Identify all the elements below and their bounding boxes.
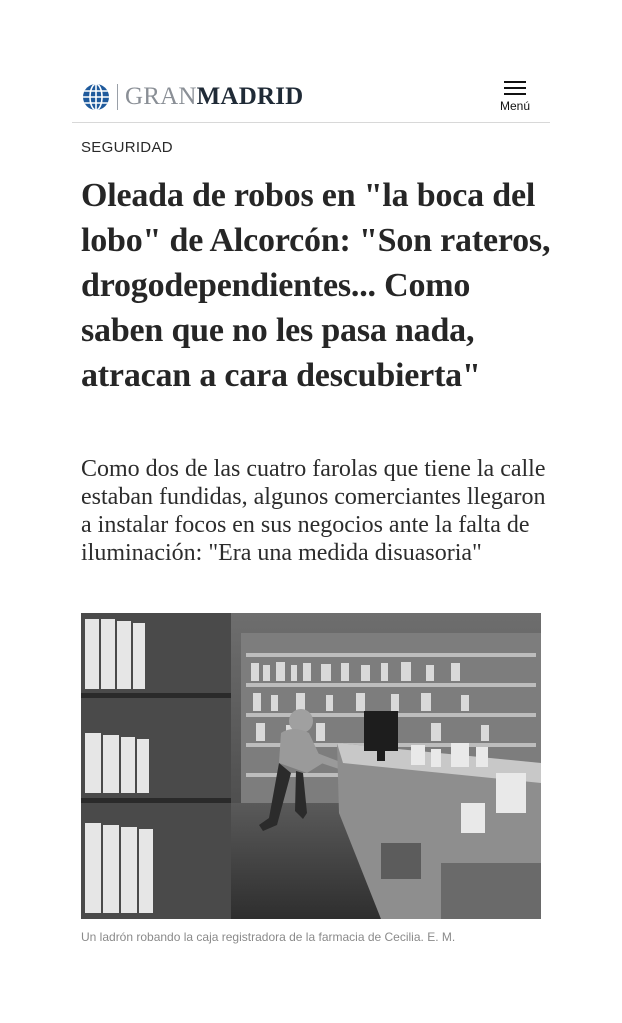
- menu-button[interactable]: [498, 80, 532, 113]
- site-header: [72, 76, 550, 123]
- article-subheadline: Como dos de las cuatro farolas que tiene la calle estaban fundidas, algunos comerciantes llegaron a instalar focos en sus negocios ante la falta de iluminación: "Era una medida disuasoria": [81, 456, 546, 566]
- photo-caption: Un ladrón robando la caja registradora de la farmacia de Cecilia. E. M.: [81, 930, 456, 944]
- site-logo[interactable]: [82, 82, 303, 112]
- article-photo[interactable]: [81, 613, 541, 919]
- logo-divider: [117, 84, 118, 110]
- globe-icon: [82, 83, 110, 111]
- logo-wordmark: [125, 82, 303, 112]
- logo-text-madrid: MADRID: [196, 83, 304, 110]
- menu-label: Menú: [499, 99, 531, 113]
- hamburger-menu-icon: [503, 80, 527, 96]
- section-label[interactable]: SEGURIDAD: [81, 139, 173, 156]
- article-headline: Oleada de robos en "la boca del lobo" de Alcorcón: "Son rateros, drogodependientes... Como saben que no les pasa nada, atracan a cara descubierta": [81, 177, 551, 394]
- logo-text-gran: GRAN: [125, 83, 197, 110]
